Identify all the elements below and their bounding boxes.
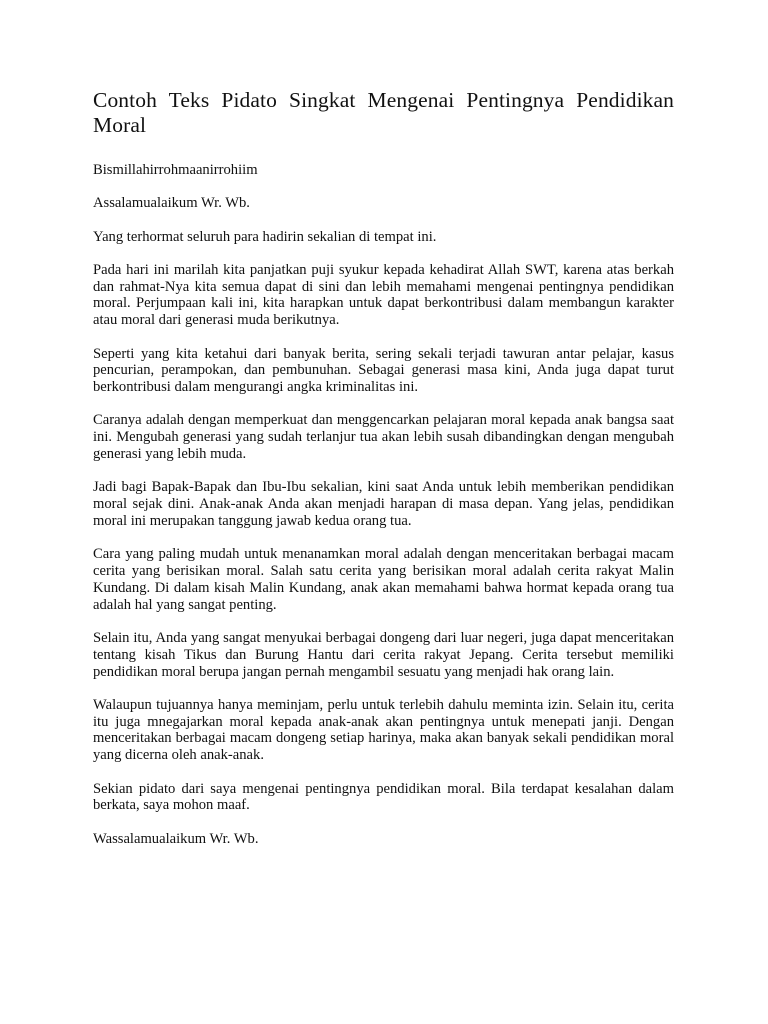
paragraph-body: Walaupun tujuannya hanya meminjam, perlu untuk terlebih dahulu meminta izin. Selain itu, cerita itu juga mnegajarkan moral kepada anak-anak akan pentingnya untuk menepati janji. Dengan menceritakan berbagai macam dongeng setiap harinya, maka akan banyak sekali pendidikan moral yang dicerna oleh anak-anak. bbox=[93, 696, 674, 764]
document-page bbox=[93, 88, 674, 864]
paragraph-closing: Sekian pidato dari saya mengenai pentingnya pendidikan moral. Bila terdapat kesalahan dalam berkata, saya mohon maaf. bbox=[93, 780, 674, 814]
paragraph-body: Selain itu, Anda yang sangat menyukai berbagai dongeng dari luar negeri, juga dapat menceritakan tentang kisah Tikus dan Burung Hantu dari cerita rakyat Jepang. Cerita tersebut memiliki pendidikan moral berupa jangan pernah mengambil sesuatu yang menjadi hak orang lain. bbox=[93, 629, 674, 680]
document-title: Contoh Teks Pidato Singkat Mengenai Pentingnya Pendidikan Moral bbox=[93, 88, 674, 137]
paragraph-greeting: Assalamualaikum Wr. Wb. bbox=[93, 195, 250, 212]
paragraph-body: Caranya adalah dengan memperkuat dan menggencarkan pelajaran moral kepada anak bangsa saat ini. Mengubah generasi yang sudah terlanjur tua akan lebih susah dibandingkan dengan mengubah generasi yang lebih muda. bbox=[93, 412, 674, 463]
paragraph-body: Seperti yang kita ketahui dari banyak berita, sering sekali terjadi tawuran antar pelajar, kasus pencurian, perampokan, dan pembunuhan. Sebagai generasi masa kini, Anda juga dapat turut berkontribusi dalam mengurangi angka kriminalitas ini. bbox=[93, 345, 674, 396]
paragraph-farewell: Wassalamualaikum Wr. Wb. bbox=[93, 830, 259, 847]
paragraph-body: Cara yang paling mudah untuk menanamkan moral adalah dengan menceritakan berbagai macam cerita yang berisikan moral. Salah satu cerita yang berisikan moral adalah cerita rakyat Malin Kundang. Di dalam kisah Malin Kundang, anak akan memahami bahwa hormat kepada orang tua adalah hal yang sangat penting. bbox=[93, 546, 674, 613]
paragraph-salutation: Yang terhormat seluruh para hadirin sekalian di tempat ini. bbox=[93, 228, 437, 245]
paragraph-opening-basmala: Bismillahirrohmaanirrohiim bbox=[93, 162, 258, 178]
paragraph-body: Jadi bagi Bapak-Bapak dan Ibu-Ibu sekalian, kini saat Anda untuk lebih memberikan pendidikan moral sejak dini. Anak-anak Anda akan menjadi harapan di masa depan. Yang jelas, pendidikan moral ini merupakan tanggung jawab kedua orang tua. bbox=[93, 479, 674, 529]
paragraph-body: Pada hari ini marilah kita panjatkan puji syukur kepada kehadirat Allah SWT, karena atas berkah dan rahmat-Nya kita semua dapat di sini dan lebih memahami mengenai pentingnya pendidikan moral. Perjumpaan kali ini, kita harapkan untuk dapat berkontribusi dalam membangun karakter atau moral dari generasi muda berikutnya. bbox=[93, 261, 674, 329]
